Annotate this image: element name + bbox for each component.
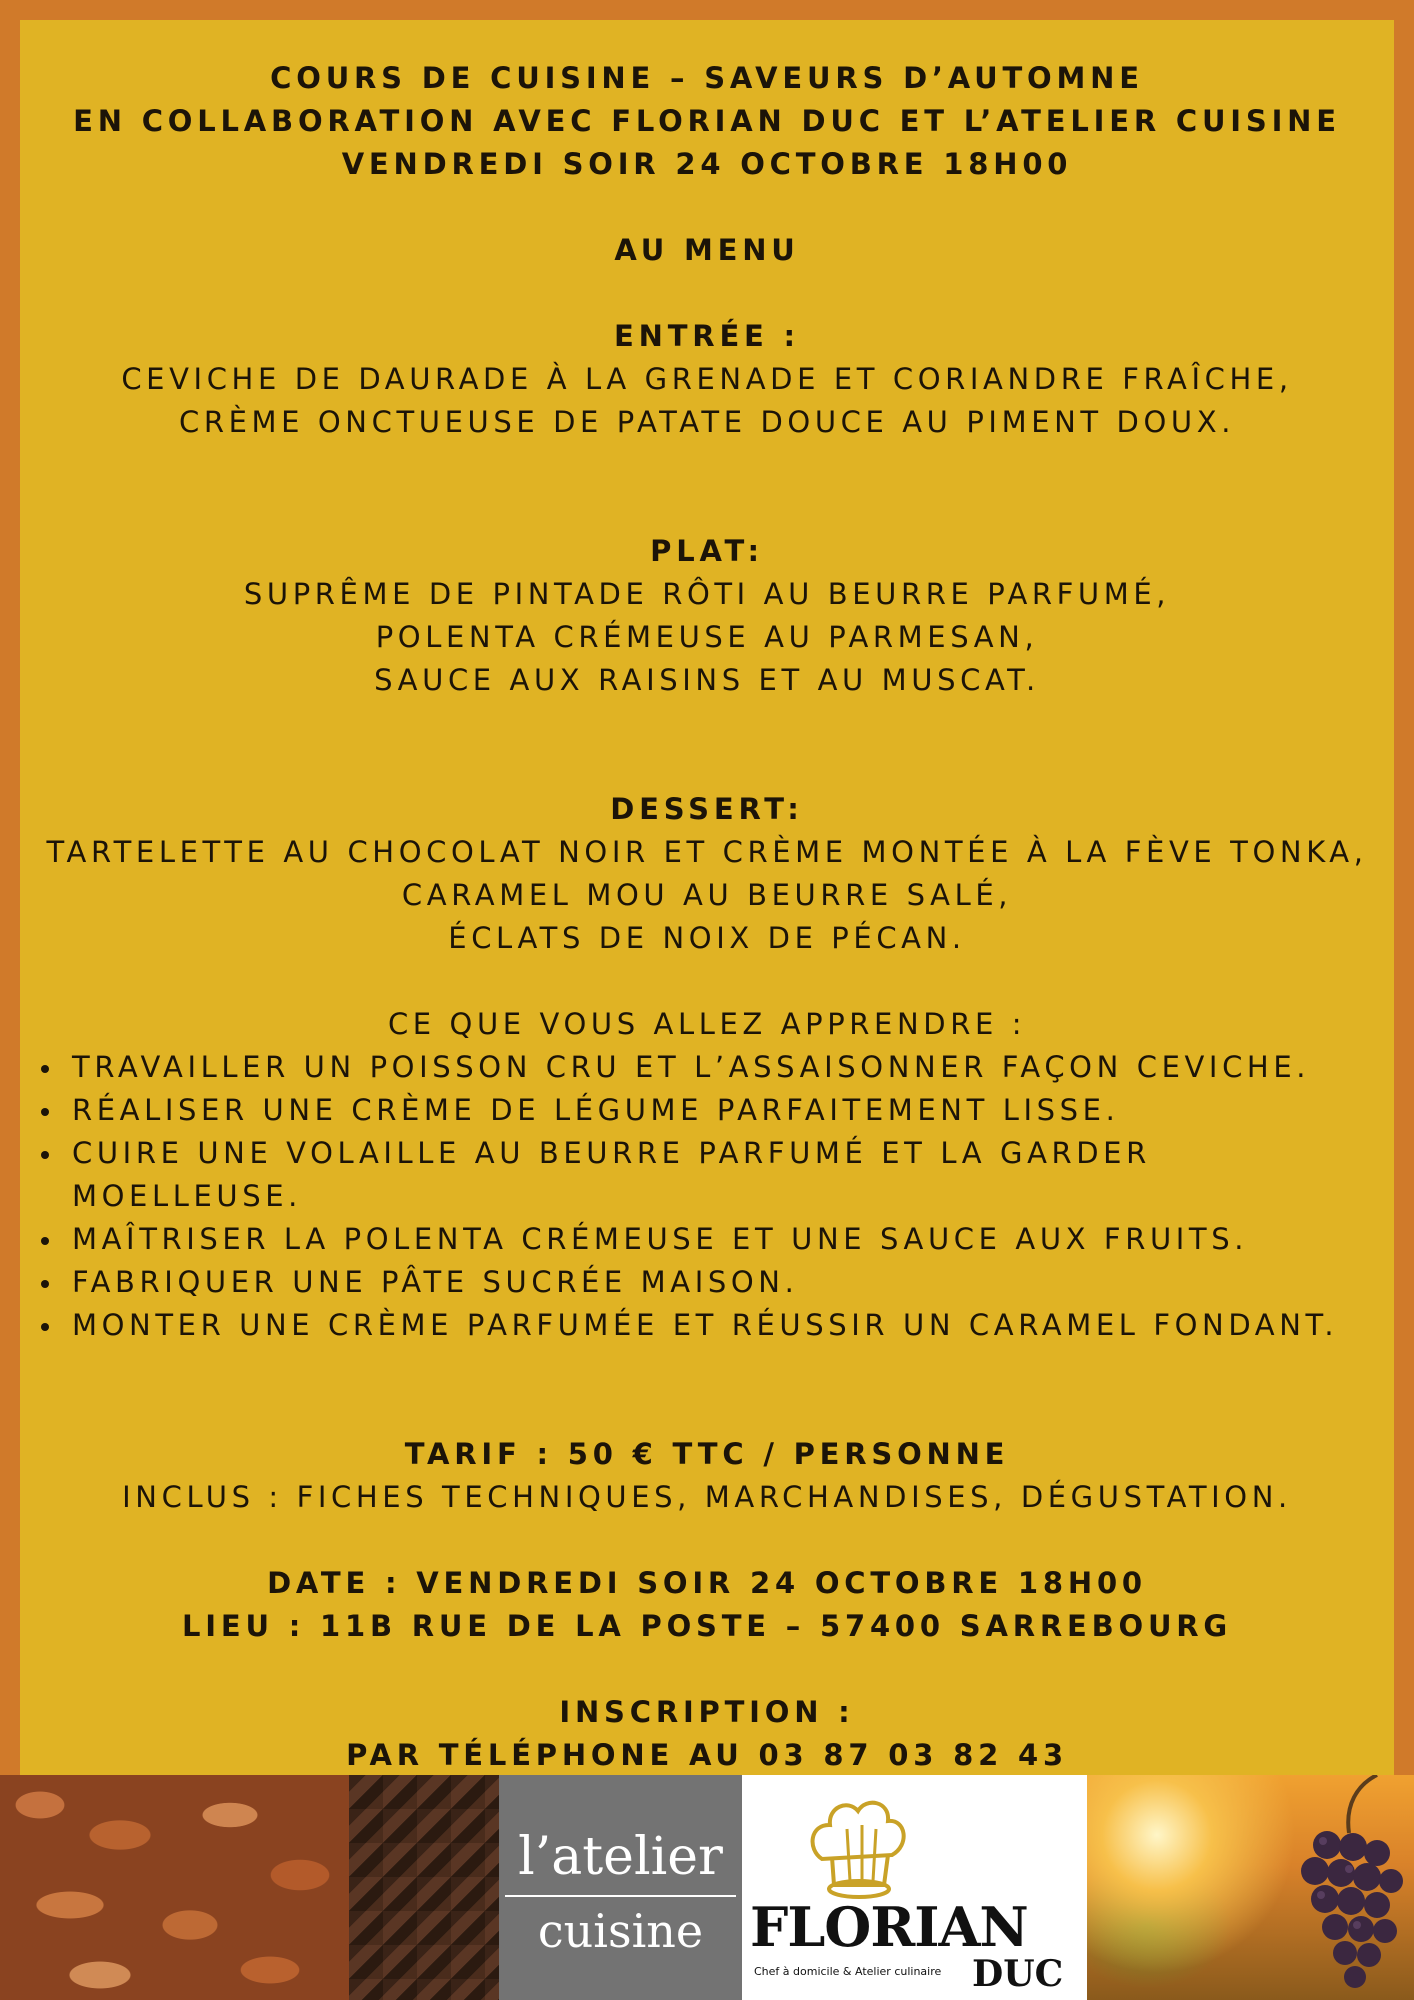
chocolate-photo [349, 1775, 499, 2000]
learn-item: TRAVAILLER UN POISSON CRU ET L’ASSAISONNER FAÇON CEVICHE. [20, 1046, 1394, 1089]
learn-item: CUIRE UNE VOLAILLE AU BEURRE PARFUMÉ ET LA GARDER [20, 1132, 1394, 1175]
plat-line: SUPRÊME DE PINTADE RÔTI AU BEURRE PARFUMÉ, [243, 577, 1171, 611]
learn-item: FABRIQUER UNE PÂTE SUCRÉE MAISON. [20, 1261, 1394, 1304]
tarif: TARIF : 50 € TTC / PERSONNE [404, 1437, 1010, 1471]
inscription-phone: PAR TÉLÉPHONE AU 03 87 03 82 43 [346, 1738, 1068, 1772]
plat-heading: PLAT: [650, 534, 764, 568]
learn-item: MONTER UNE CRÈME PARFUMÉE ET RÉUSSIR UN CARAMEL FONDANT. [20, 1304, 1394, 1347]
florian-duc-logo [742, 1775, 1087, 2000]
atelier-logo-line2: cuisine [537, 1904, 704, 1958]
florian-logo-name: FLORIAN [750, 1895, 1028, 1959]
dessert-heading: DESSERT: [610, 792, 804, 826]
florian-logo-tagline: Chef à domicile & Atelier culinaire [754, 1965, 942, 1978]
inscription-heading: INSCRIPTION : [559, 1695, 855, 1729]
flyer-panel [20, 20, 1394, 1775]
chef-hat-icon [802, 1789, 912, 1899]
plat-line: POLENTA CRÉMEUSE AU PARMESAN, [375, 620, 1039, 654]
learn-item: RÉALISER UNE CRÈME DE LÉGUME PARFAITEMENT LISSE. [20, 1089, 1394, 1132]
atelier-cuisine-logo [499, 1775, 742, 2000]
plat-line: SAUCE AUX RAISINS ET AU MUSCAT. [374, 663, 1040, 697]
entree-line: CRÈME ONCTUEUSE DE PATATE DOUCE AU PIMENT DOUX. [178, 405, 1236, 439]
event-lieu: LIEU : 11B RUE DE LA POSTE – 57400 SARREBOURG [181, 1609, 1233, 1643]
learn-item-continuation: MOELLEUSE. [72, 1179, 302, 1213]
learn-heading: CE QUE VOUS ALLEZ APPRENDRE : [387, 1007, 1027, 1041]
header-date: VENDREDI SOIR 24 OCTOBRE 18H00 [341, 147, 1073, 181]
footer-image-strip [0, 1775, 1414, 2000]
learn-list [20, 1046, 1394, 1347]
grapes-vineyard-photo [1087, 1775, 1414, 2000]
dessert-line: ÉCLATS DE NOIX DE PÉCAN. [448, 921, 966, 955]
header-title: COURS DE CUISINE – SAVEURS D’AUTOMNE [270, 61, 1144, 95]
inclus: INCLUS : FICHES TECHNIQUES, MARCHANDISES, DÉGUSTATION. [122, 1480, 1292, 1514]
flyer-content [20, 57, 1394, 1777]
grapes-icon [1087, 1775, 1414, 2000]
atelier-logo-line1: l’atelier [518, 1827, 723, 1887]
event-date: DATE : VENDREDI SOIR 24 OCTOBRE 18H00 [267, 1566, 1147, 1600]
dessert-line: TARTELETTE AU CHOCOLAT NOIR ET CRÈME MONTÉE À LA FÈVE TONKA, [46, 835, 1368, 869]
entree-heading: ENTRÉE : [614, 319, 800, 353]
sweet-potatoes-photo [0, 1775, 349, 2000]
dessert-line: CARAMEL MOU AU BEURRE SALÉ, [401, 878, 1013, 912]
learn-item: MAÎTRISER LA POLENTA CRÉMEUSE ET UNE SAUCE AUX FRUITS. [20, 1218, 1394, 1261]
header-collaboration: EN COLLABORATION AVEC FLORIAN DUC ET L’ATELIER CUISINE [73, 104, 1341, 138]
menu-title: AU MENU [614, 233, 800, 267]
florian-logo-surname: DUC [972, 1953, 1064, 1995]
entree-line: CEVICHE DE DAURADE À LA GRENADE ET CORIANDRE FRAÎCHE, [121, 362, 1293, 396]
